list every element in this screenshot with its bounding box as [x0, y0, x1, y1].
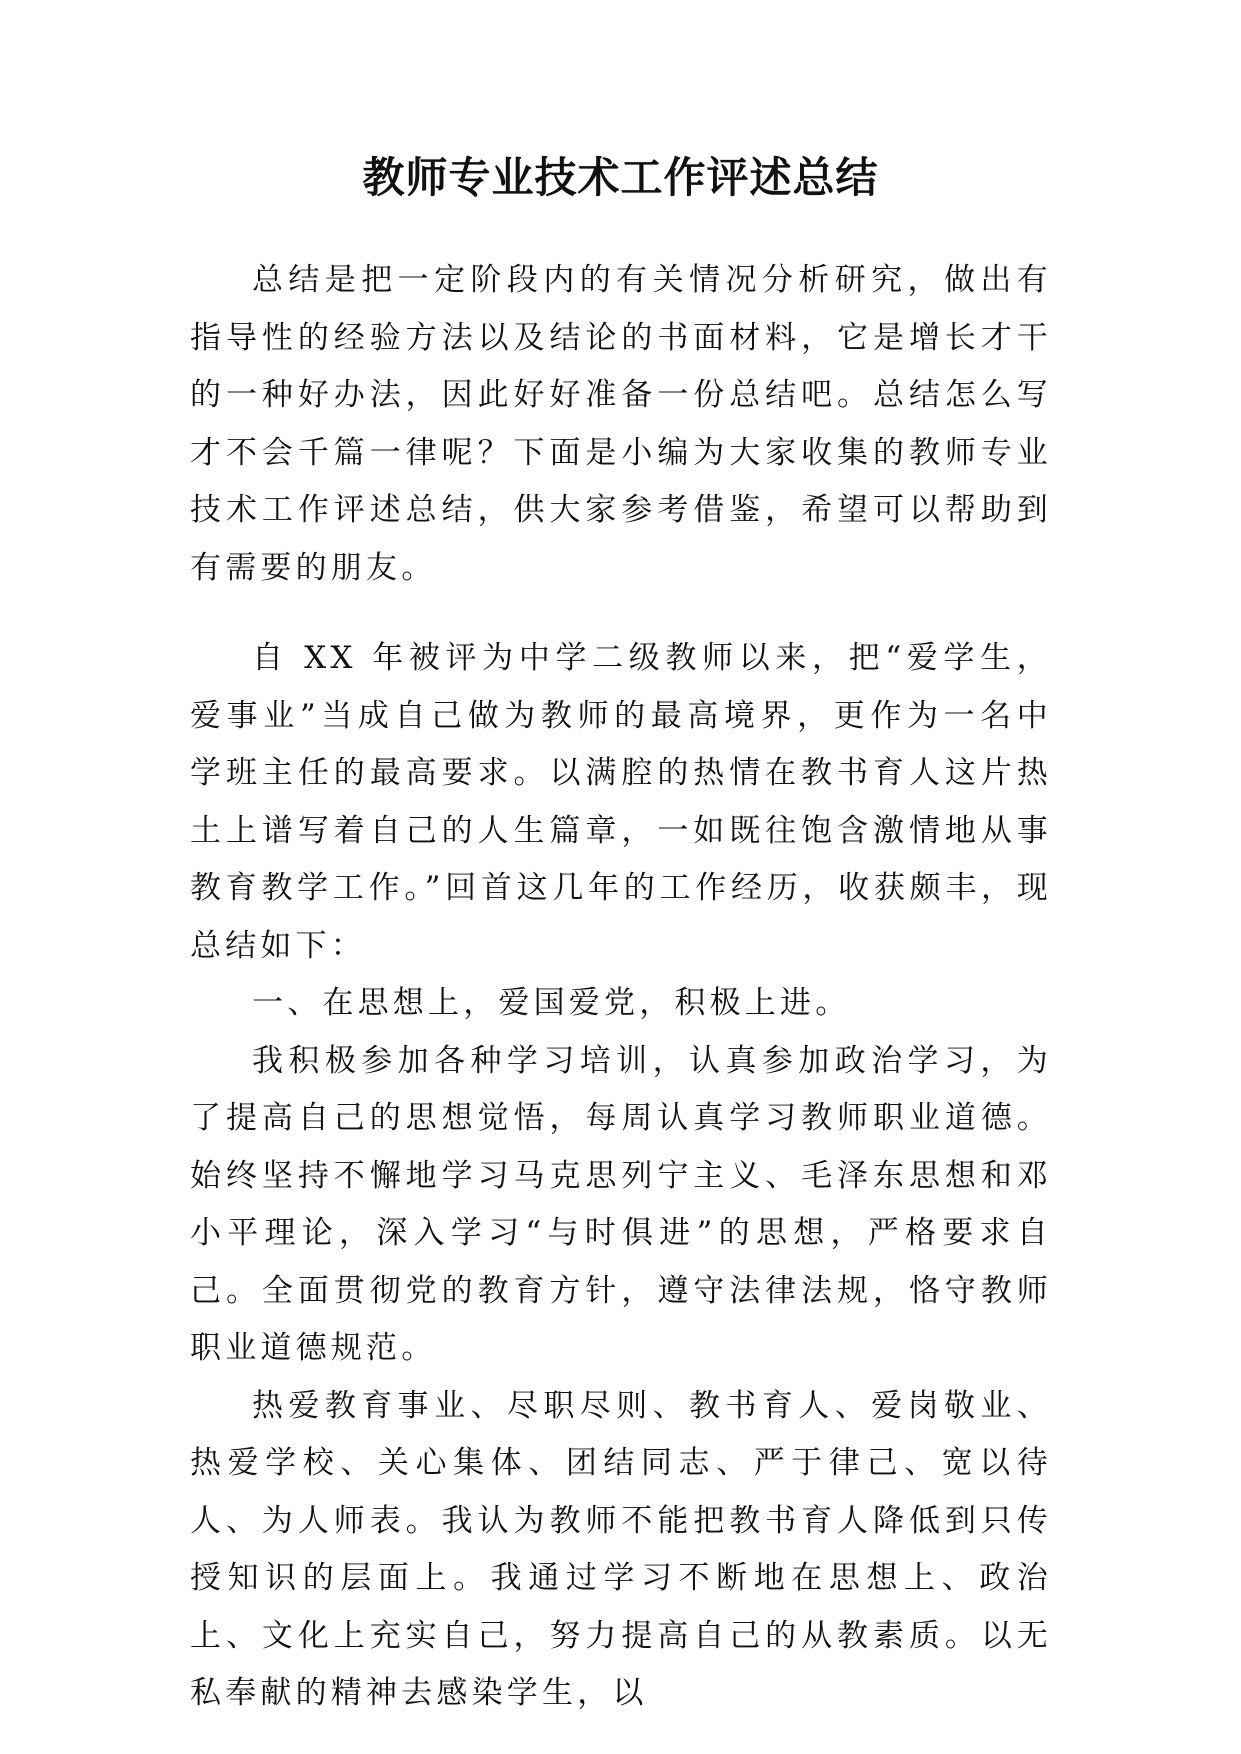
- intro-section: [190, 252, 1052, 597]
- intro-paragraph: 总结是把一定阶段内的有关情况分析研究，做出有指导性的经验方法以及结论的书面材料，它是增长才干的一种好办法，因此好好准备一份总结吧。总结怎么写才不会千篇一律呢？下面是小编为大家收集的教师专业技术工作评述总结，供大家参考借鉴，希望可以帮助到有需要的朋友。: [190, 262, 1052, 586]
- paragraph-study: 我积极参加各种学习培训，认真参加政治学习，为了提高自己的思想觉悟，每周认真学习教师职业道德。始终坚持不懈地学习马克思列宁主义、毛泽东思想和邓小平理论，深入学习“与时俱进”的思想，严格要求自己。全面贯彻党的教育方针，遵守法律法规，恪守教师职业道德规范。: [190, 1042, 1052, 1366]
- section-heading-ideology: 一、在思想上，爱国爱党，积极上进。: [252, 985, 851, 1021]
- main-body: [190, 630, 1052, 1723]
- paragraph-dedication: 热爱教育事业、尽职尽则、教书育人、爱岗敬业、热爱学校、关心集体、团结同志、严于律己、宽以待人、为人师表。我认为教师不能把教书育人降低到只传授知识的层面上。我通过学习不断地在思想上、政治上、文化上充实自己，努力提高自己的从教素质。以无私奉献的精神去感染学生，以: [190, 1387, 1052, 1711]
- document-title: 教师专业技术工作评述总结: [362, 153, 879, 202]
- paragraph-background: 自 XX 年被评为中学二级教师以来，把“爱学生，爱事业”当成自己做为教师的最高境界，更作为一名中学班主任的最高要求。以满腔的热情在教书育人这片热土上谱写着自己的人生篇章，一如既往饱含激情地从事教育教学工作。”回首这几年的工作经历，收获颇丰，现总结如下：: [190, 640, 1052, 964]
